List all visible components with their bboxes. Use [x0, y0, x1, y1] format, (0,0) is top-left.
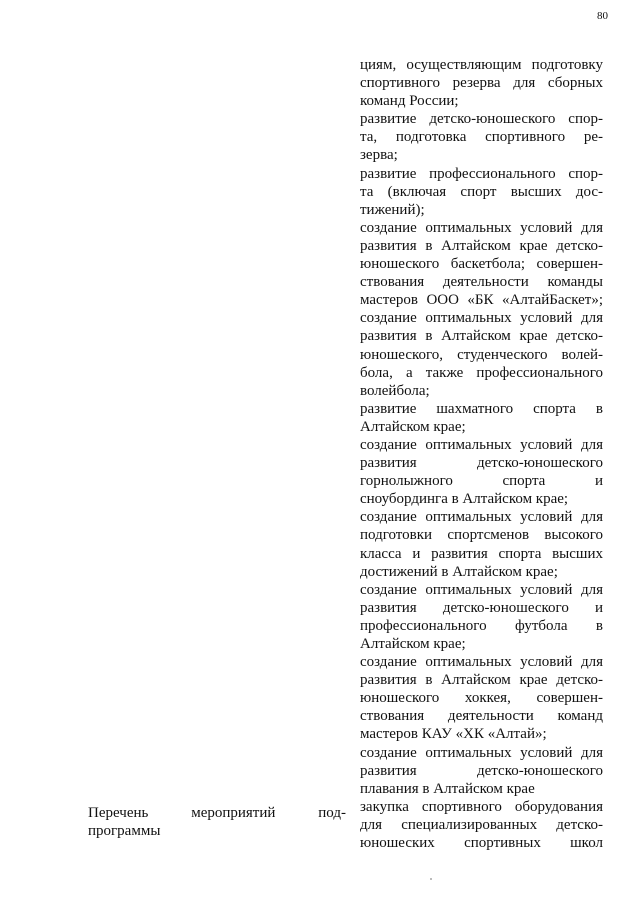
text-line: ствования деятельности команд [360, 708, 603, 725]
text-line: спортивного резерва для сборных [360, 75, 603, 92]
text-line: для специализированных детско- [360, 816, 603, 833]
text-line: развития детско-юношеского [360, 455, 603, 472]
text-line: циям, осуществляющим подготовку [360, 57, 603, 73]
text-line: сноубординга в Алтайском крае; [360, 491, 569, 508]
text-line: ствования деятельности команды [360, 274, 603, 291]
section-label-line-1: Перечень мероприятий под- [88, 805, 346, 821]
text-line: плавания в Алтайском крае [360, 780, 535, 797]
text-line: Алтайском крае; [360, 636, 466, 652]
text-line: та (включая спорт высших дос- [360, 183, 603, 200]
text-line: профессионального футбола в [360, 617, 603, 634]
text-line: бола, а также профессионального [360, 364, 603, 381]
text-line: горнолыжного спорта и [360, 473, 603, 490]
text-line: создание оптимальных условий для [360, 509, 603, 526]
text-line: развития в Алтайском крае детско- [360, 672, 603, 689]
text-line: тижений); [360, 201, 425, 218]
text-line: та, подготовка спортивного ре- [360, 129, 603, 146]
text-line: развитие детско-юношеского спор- [360, 111, 603, 128]
text-line: юношеского, студенческого волей- [360, 346, 603, 363]
text-line: мастеров ООО «БК «АлтайБаскет»; [360, 292, 603, 309]
page-number: 80 [597, 10, 608, 22]
text-line: создание оптимальных условий для [360, 744, 603, 761]
scan-speck [430, 878, 432, 880]
right-column-text [360, 56, 603, 852]
text-line: создание оптимальных условий для [360, 654, 603, 671]
text-line: Алтайском крае; [360, 418, 466, 435]
text-line: команд России; [360, 93, 459, 110]
text-line: создание оптимальных условий для [360, 219, 603, 236]
text-line: волейбола; [360, 382, 430, 399]
text-line: создание оптимальных условий для [360, 436, 603, 453]
text-line: развития детско-юношеского и [360, 599, 603, 616]
text-line: подготовки спортсменов высокого [360, 527, 603, 544]
text-line: создание оптимальных условий для [360, 581, 603, 598]
text-line: зерва; [360, 147, 398, 164]
text-line: юношеского баскетбола; совершен- [360, 256, 603, 273]
text-line: мастеров КАУ «ХК «Алтай»; [360, 726, 547, 743]
section-label [88, 804, 346, 840]
section-label-line-2: программы [88, 823, 161, 840]
text-line: развитие профессионального спор- [360, 165, 603, 182]
text-line: развития детско-юношеского [360, 762, 603, 779]
text-line: достижений в Алтайском крае; [360, 563, 558, 580]
text-line: класса и развития спорта высших [360, 545, 603, 562]
text-line: создание оптимальных условий для [360, 310, 603, 327]
text-line: юношеских спортивных школ [360, 835, 603, 852]
text-line: развития в Алтайском крае детско- [360, 237, 603, 254]
text-line: развития в Алтайском крае детско- [360, 328, 603, 345]
text-line: закупка спортивного оборудования [360, 798, 603, 815]
text-line: юношеского хоккея, совершен- [360, 690, 603, 707]
text-line: развитие шахматного спорта в [360, 400, 603, 417]
